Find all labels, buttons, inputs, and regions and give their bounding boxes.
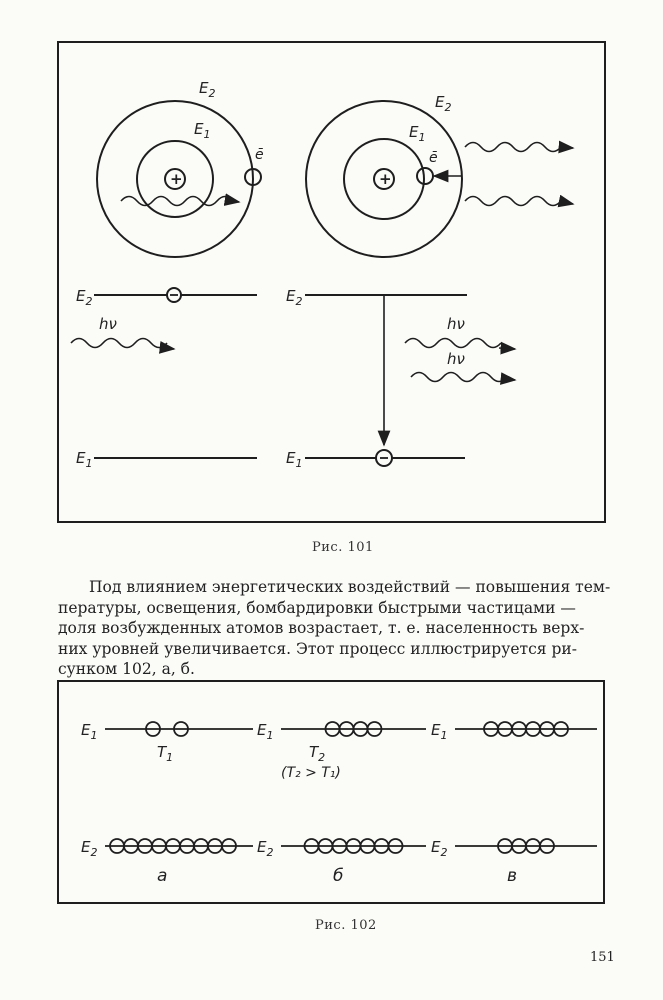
figure-101-drawing [59,43,608,525]
svg-text:E2: $E_2$ [199,79,216,100]
paragraph-line: Под влиянием энергетических воздействий — повышения тем- [89,578,611,596]
panel-2-e1-label: $E_1$ [257,721,274,742]
panel-2-condition: (T₂ > T₁) [281,765,341,781]
panel-2-letter: б [333,866,344,886]
right-electron-label: ē [429,150,438,166]
svg-text:E1: $E_1$ [409,123,426,144]
panel-1-letter: a [157,866,168,886]
figure-102-drawing [59,682,607,906]
figure-102 [57,680,605,904]
panel-3-e2-label: $E_2$ [431,838,448,859]
left-nucleus-sign: + [170,170,183,188]
left-level-incoming-wave [71,339,167,348]
panel-3-e1-label: $E_1$ [431,721,448,742]
page-number: 151 [590,950,615,965]
right-level-emitted-wave-2 [411,373,507,382]
svg-text:E1: $E_1$ [286,449,303,470]
paragraph-line: сунком 102, а, б. [58,660,195,678]
right-emitted-wave-2 [465,197,561,206]
panel-2-temperature: $T_2$ [309,743,326,764]
hv-label-right-1: hν [447,315,465,333]
figure-101-caption: Рис. 101 [312,540,374,555]
paragraph-line: доля возбужденных атомов возрастает, т. е. населенность верх- [58,619,585,637]
panel-1-temperature: $T_1$ [157,743,174,764]
right-emitted-wave-1 [465,143,561,152]
left-electron-label: ē [255,147,264,163]
figure-101 [57,41,606,523]
svg-text:E1: $E_1$ [194,120,211,141]
right-level-emitted-wave-1 [405,339,501,348]
panel-3-letter: в [507,866,518,886]
body-paragraph [58,577,613,680]
hv-label-left: hν [99,315,117,333]
svg-text:E2: $E_2$ [435,93,452,114]
paragraph-line: них уровней увеличивается. Этот процесс иллюстрируется ри- [58,639,577,658]
panel-1-e1-label: $E_1$ [81,721,98,742]
right-atom-electron [417,168,433,184]
left-incoming-photon-wave [121,197,233,206]
panel-1-e2-label: $E_2$ [81,838,98,859]
paragraph-line: пературы, освещения, бомбардировки быстрыми частицами — [58,598,576,617]
svg-text:E2: $E_2$ [286,287,303,308]
left-atom-labels [194,79,264,163]
figure-102-caption: Рис. 102 [315,918,377,933]
svg-text:E2: $E_2$ [76,287,93,308]
hv-label-right-2: hν [447,350,465,368]
panel-2-e2-label: $E_2$ [257,838,274,859]
svg-text:E1: $E_1$ [76,449,93,470]
right-nucleus-sign: + [379,170,392,188]
